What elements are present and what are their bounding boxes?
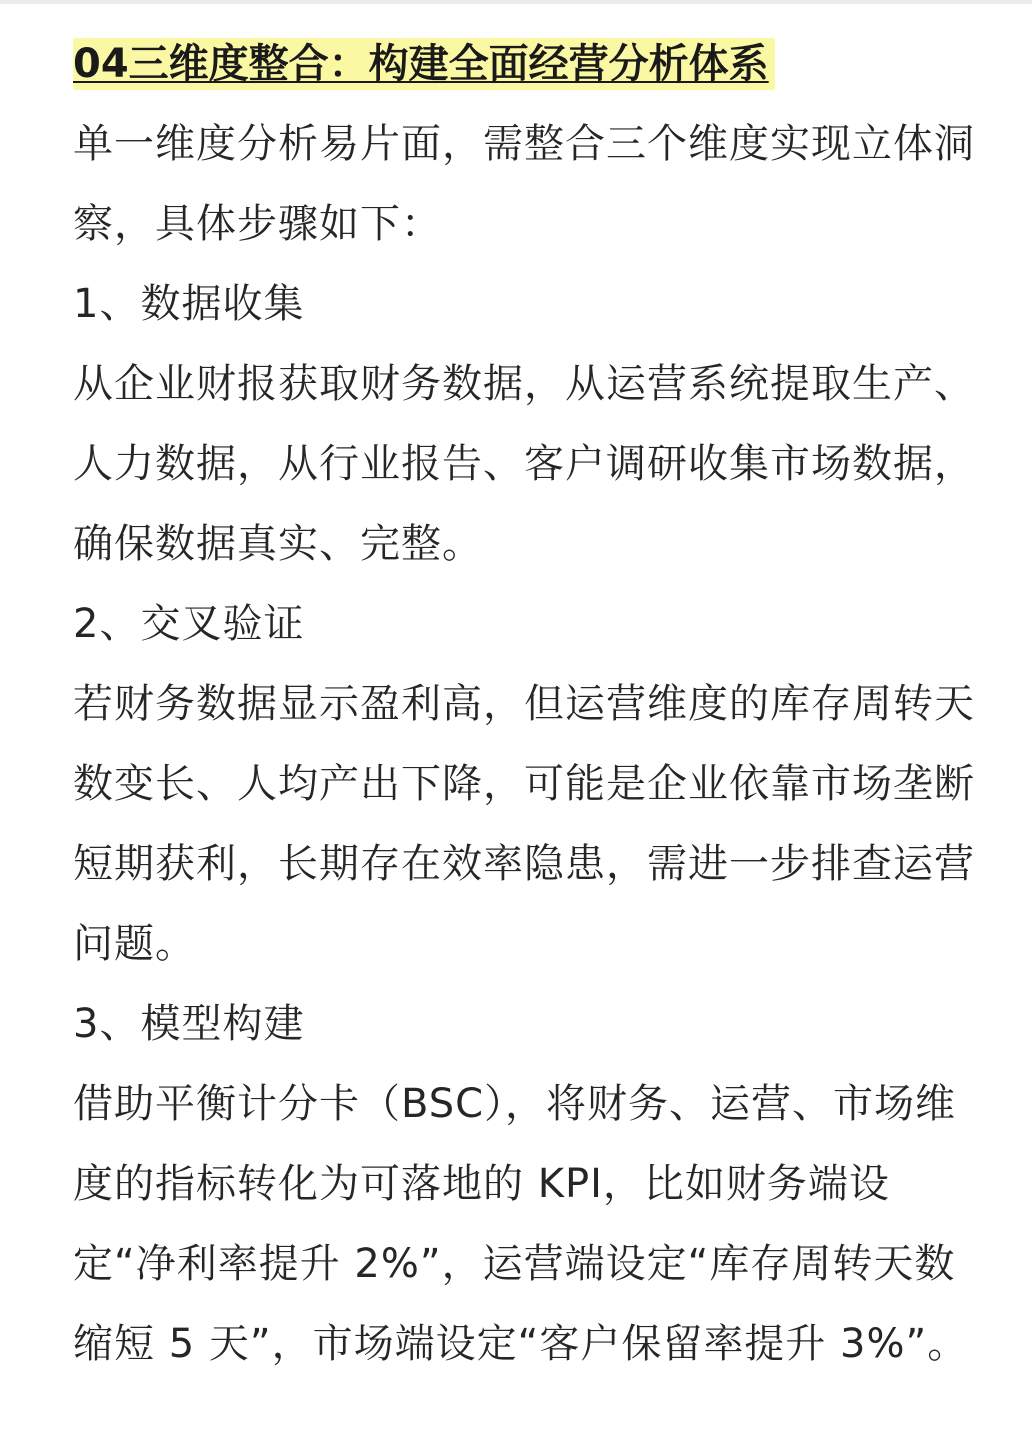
article-body [73, 38, 978, 1384]
step-1-body: 从企业财报获取财务数据，从运营系统提取生产、人力数据，从行业报告、客户调研收集市场数据，确保数据真实、完整。 [73, 361, 975, 567]
intro-paragraph: 单一维度分析易片面，需整合三个维度实现立体洞察，具体步骤如下： [73, 121, 975, 247]
top-edge-divider [0, 0, 1032, 4]
step-2-title: 2、交叉验证 [73, 601, 305, 647]
step-1-title: 1、数据收集 [73, 281, 305, 327]
step-3-body: 借助平衡计分卡（BSC），将财务、运营、市场维度的指标转化为可落地的 KPI，比如财务端设定“净利率提升 2%”，运营端设定“库存周转天数缩短 5 天”，市场端设定“客户保留率提升 3%”。 [73, 1081, 969, 1367]
step-3-title: 3、模型构建 [73, 1001, 305, 1047]
step-2-body: 若财务数据显示盈利高，但运营维度的库存周转天数变长、人均产出下降，可能是企业依靠市场垄断短期获利，长期存在效率隐患，需进一步排查运营问题。 [73, 681, 975, 967]
section-heading: 04三维度整合：构建全面经营分析体系 [73, 38, 775, 90]
